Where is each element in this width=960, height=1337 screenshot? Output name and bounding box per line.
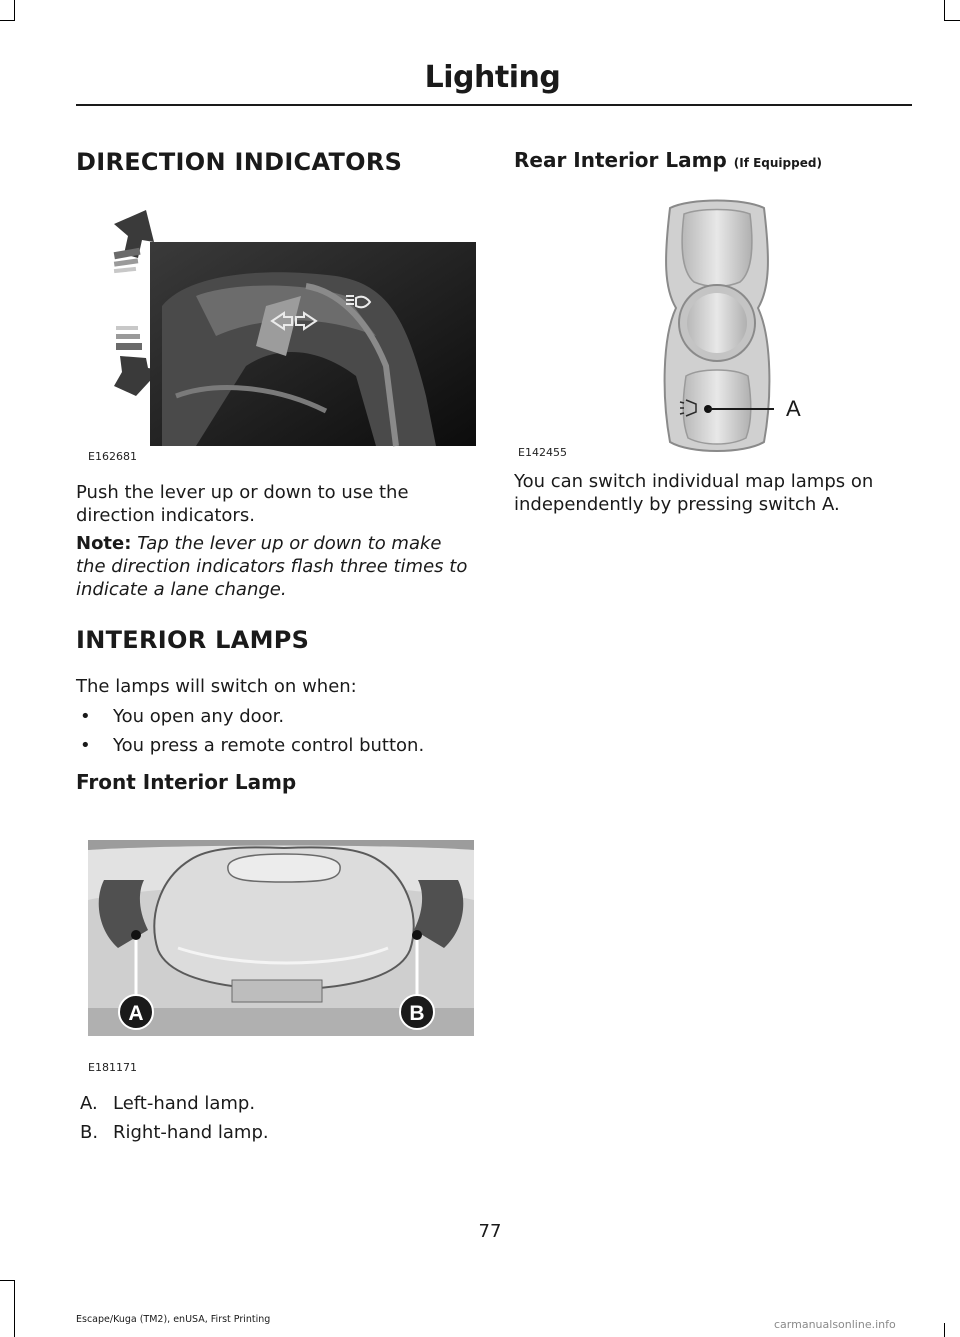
bullet-text: You press a remote control button. [113, 735, 425, 756]
legend-item [80, 1121, 269, 1144]
figure-code-e142455: E142455 [518, 446, 567, 459]
front-lamp-illustration [88, 840, 474, 1036]
bullet-text: You open any door. [113, 706, 285, 727]
note-text: Tap the lever up or down to make the direction indicators flash three times to indicate a lane change. [76, 533, 468, 600]
callout-b-label: B [409, 1002, 425, 1025]
callout-a-leader-line [708, 408, 774, 410]
legend-key: A. [80, 1093, 98, 1114]
interior-lamps-intro: The lamps will switch on when: [76, 676, 357, 697]
rear-lamp-illustration [640, 198, 800, 454]
crop-mark-bottom-left-h [0, 1280, 15, 1281]
crop-mark-top-right-v [944, 0, 945, 20]
header-rule [76, 104, 912, 106]
bullet-item [80, 705, 284, 728]
section-heading-direction-indicators: DIRECTION INDICATORS [76, 148, 403, 176]
section-heading-interior-lamps: INTERIOR LAMPS [76, 626, 310, 654]
bullet-dot: • [80, 735, 91, 756]
legend-item [80, 1092, 255, 1115]
direction-indicators-paragraph: Push the lever up or down to use the direction indicators. [76, 482, 409, 526]
rear-lamp-heading-text: Rear Interior Lamp [514, 148, 727, 172]
legend-key: B. [80, 1122, 99, 1143]
subheading-rear-interior-lamp [514, 148, 822, 172]
figure-code-e181171: E181171 [88, 1061, 137, 1074]
legend-text: Left-hand lamp. [113, 1093, 256, 1114]
rear-lamp-paragraph: You can switch individual map lamps on independently by pressing switch A. [514, 471, 874, 515]
up-arrow-icon [114, 210, 154, 273]
watermark: carmanualsonline.info [774, 1318, 896, 1331]
page-number: 77 [478, 1221, 502, 1242]
if-equipped-label: (If Equipped) [733, 156, 822, 170]
page-header-title: Lighting [424, 60, 561, 95]
callout-a-label: A [128, 1002, 144, 1025]
crop-mark-top-right-h [944, 20, 960, 21]
figure-front-interior-lamp [88, 840, 474, 1036]
figure-direction-indicators [76, 196, 476, 468]
note-paragraph [76, 532, 476, 601]
crop-mark-top-left-v [14, 0, 15, 20]
legend-text: Right-hand lamp. [113, 1122, 269, 1143]
indicator-lever-illustration [76, 196, 476, 468]
crop-mark-top-left-h [0, 20, 15, 21]
crop-mark-bottom-right-v [944, 1323, 945, 1337]
bullet-item [80, 734, 424, 757]
subheading-front-interior-lamp: Front Interior Lamp [76, 770, 297, 794]
note-label: Note: [76, 533, 132, 554]
crop-mark-bottom-left-v [14, 1280, 15, 1337]
bullet-dot: • [80, 706, 91, 727]
callout-a-rear-label: A [786, 396, 801, 421]
edition-text: Escape/Kuga (TM2), enUSA, First Printing [76, 1314, 271, 1325]
figure-rear-interior-lamp [640, 198, 800, 454]
figure-code-e162681: E162681 [88, 450, 137, 463]
